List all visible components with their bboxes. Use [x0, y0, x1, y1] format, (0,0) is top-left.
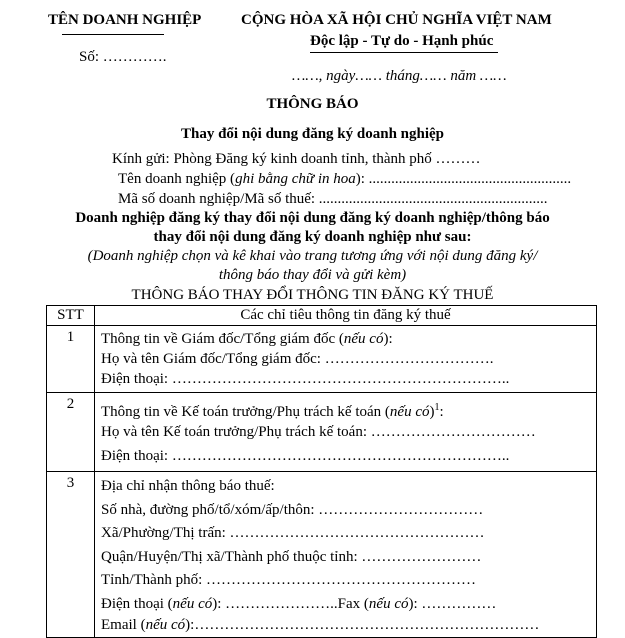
- director-info-cell: [95, 326, 597, 393]
- director-phone-field[interactable]: Điện thoại: …………………………………………………………..: [101, 371, 510, 387]
- footnote-marker: 1: [434, 402, 440, 413]
- section-title: THÔNG BÁO THAY ĐỔI THÔNG TIN ĐĂNG KÝ THUẾ: [131, 287, 494, 303]
- document-title: THÔNG BÁO: [266, 96, 359, 112]
- company-underline: [62, 34, 164, 35]
- tax-info-table: [46, 305, 597, 638]
- document-number: Số: ………….: [79, 49, 167, 65]
- statement-line-1: Doanh nghiệp đăng ký thay đổi nội dung đăng ký doanh nghiệp/thông báo: [75, 210, 550, 226]
- motto-underline: [310, 52, 498, 53]
- note-line-2: thông báo thay đổi và gửi kèm): [218, 267, 407, 283]
- house-number-field[interactable]: Số nhà, đường phố/tổ/xóm/ấp/thôn: ……………………………: [101, 501, 484, 518]
- items-header: Các chỉ tiêu thông tin đăng ký thuế: [95, 306, 597, 326]
- document-subtitle: Thay đổi nội dung đăng ký doanh nghiệp: [180, 126, 445, 142]
- notice-address-cell: [95, 472, 597, 638]
- recipient-line: Kính gửi: Phòng Đăng ký kinh doanh tỉnh, thành phố ………: [112, 151, 481, 167]
- accountant-phone-field[interactable]: Điện thoại: …………………………………………………………..: [101, 448, 510, 464]
- national-title: CỘNG HÒA XÃ HỘI CHỦ NGHĨA VIỆT NAM: [241, 12, 552, 28]
- row-number: 2: [47, 393, 95, 472]
- row-number: 3: [47, 472, 95, 638]
- province-field[interactable]: Tỉnh/Thành phố: ………………………………………………: [101, 572, 476, 588]
- director-heading: Thông tin về Giám đốc/Tổng giám đốc (nếu có):: [101, 331, 393, 347]
- company-name-line: Tên doanh nghiệp (ghi bằng chữ in hoa): ......................................................: [118, 171, 572, 187]
- table-header-row: [47, 306, 597, 326]
- accountant-info-cell: [95, 393, 597, 472]
- accountant-heading: Thông tin về Kế toán trưởng/Phụ trách kế toán (nếu có)$^1$:: [101, 402, 444, 420]
- table-row: [47, 472, 597, 638]
- phone-fax-field[interactable]: Điện thoại (nếu có): …………………..Fax (nếu có): ……………: [101, 595, 497, 612]
- company-name-label: TÊN DOANH NGHIỆP: [48, 12, 202, 28]
- tax-code-line: Mã số doanh nghiệp/Mã số thuế: .............................................................: [118, 191, 548, 207]
- note-line-1: (Doanh nghiệp chọn và kê khai vào trang tương ứng với nội dung đăng ký/: [87, 248, 538, 264]
- stt-header: STT: [47, 306, 95, 326]
- accountant-name-field[interactable]: Họ và tên Kế toán trưởng/Phụ trách kế toán: ……………………………: [101, 424, 536, 440]
- email-field[interactable]: Email (nếu có):……………………………………………………………: [101, 617, 540, 633]
- address-heading: Địa chỉ nhận thông báo thuế:: [101, 478, 275, 494]
- director-name-field[interactable]: Họ và tên Giám đốc/Tổng giám đốc: …………………………….: [101, 351, 494, 367]
- date-line: ……, ngày…… tháng…… năm ……: [292, 68, 507, 84]
- row-number: 1: [47, 326, 95, 393]
- table-row: [47, 326, 597, 393]
- ward-field[interactable]: Xã/Phường/Thị trấn: ……………………………………………: [101, 525, 485, 541]
- national-motto: Độc lập - Tự do - Hạnh phúc: [310, 33, 494, 49]
- table-row: [47, 393, 597, 472]
- district-field[interactable]: Quận/Huyện/Thị xã/Thành phố thuộc tỉnh: ……………………: [101, 548, 482, 565]
- statement-line-2: thay đổi nội dung đăng ký doanh nghiệp như sau:: [153, 229, 472, 245]
